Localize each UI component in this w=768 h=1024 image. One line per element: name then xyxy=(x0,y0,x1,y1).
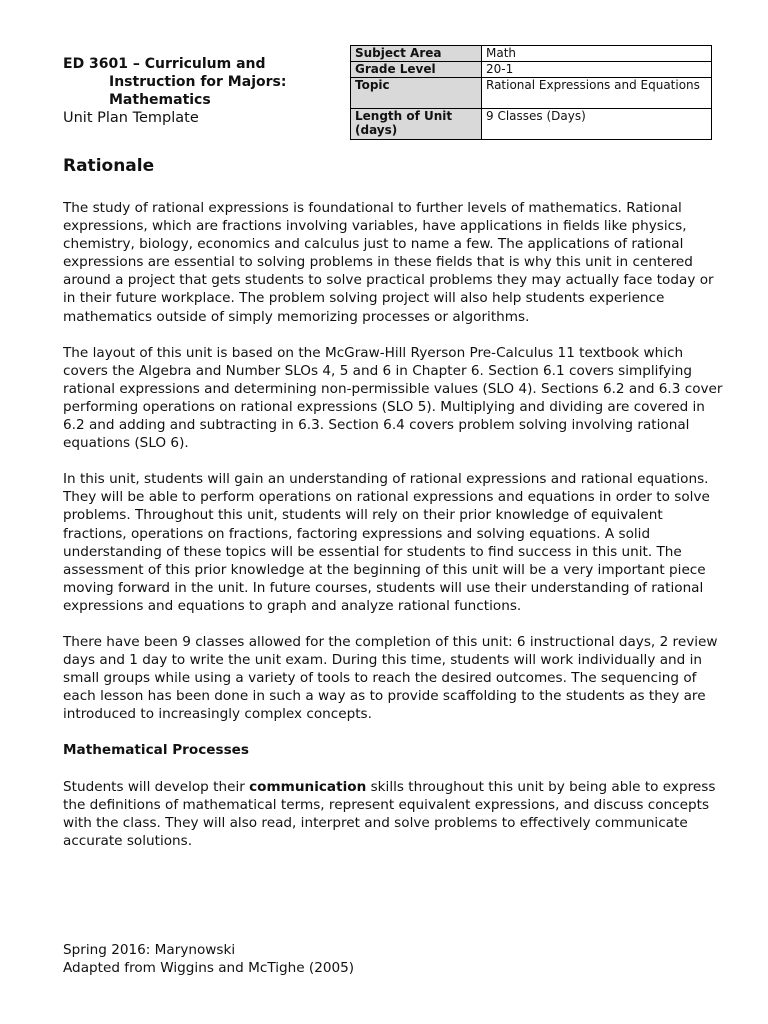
paragraph-communication xyxy=(63,778,723,850)
paragraph-schedule: There have been 9 classes allowed for the completion of this unit: 6 instructional days, 2 review days and 1 day to write the unit exam. During this time, students will work individually and in small groups while using a variety of tools to reach the desired outcomes. The sequencing of each lesson has been done in such a way as to provide scaffolding to the students as they are introduced to increasingly complex concepts. xyxy=(63,633,718,723)
unit-info-table xyxy=(350,45,712,140)
table-row xyxy=(351,46,712,62)
communication-text-before: Students will develop their xyxy=(63,778,250,795)
course-title-line2: Instruction for Majors: xyxy=(109,74,287,90)
footer-line-author: Spring 2016: Marynowski xyxy=(63,942,236,958)
paragraph-layout: The layout of this unit is based on the McGraw-Hill Ryerson Pre-Calculus 11 textbook which covers the Algebra and Number SLOs 4, 5 and 6 in Chapter 6. Section 6.1 covers simplifying rational expressions and determining non-permissible values (SLO 4). Sections 6.2 and 6.3 cover performing operations on rational expressions (SLO 5). Multiplying and dividing are covered in 6.2 and adding and subtracting in 6.3. Section 6.4 covers problem solving involving rational equations (SLO 6). xyxy=(63,344,723,452)
communication-text-after: skills throughout this unit by being able to express the definitions of mathematical terms, represent equivalent expressions, and discuss concepts with the class. They will also read, interpret and solve problems to effectively communicate accurate solutions. xyxy=(63,778,716,849)
length-of-unit-label: Length of Unit (days) xyxy=(351,109,482,140)
rationale-body xyxy=(63,199,723,868)
grade-level-value: 20-1 xyxy=(482,62,712,78)
table-row xyxy=(351,78,712,109)
page-footer xyxy=(63,941,563,977)
course-title-line3: Mathematics xyxy=(109,92,211,108)
course-title xyxy=(63,55,343,127)
section-title: Rationale xyxy=(63,156,155,176)
paragraph-intro: The study of rational expressions is foundational to further levels of mathematics. Rational expressions, which are fractions involving variables, have applications in fields like physics, chemistry, biology, economics and calculus just to name a few. The applications of rational expressions are essential to solving problems in these fields that is why this unit in centered around a project that gets students to solve practical problems they may actually face today or in their future workplace. The problem solving project will also help students experience mathematics outside of simply memorizing processes or algorithms. xyxy=(63,200,714,325)
length-of-unit-value: 9 Classes (Days) xyxy=(482,109,712,140)
topic-value: Rational Expressions and Equations xyxy=(482,78,712,109)
subject-area-label: Subject Area xyxy=(351,46,482,62)
paragraph-understanding: In this unit, students will gain an understanding of rational expressions and rational equations. They will be able to perform operations on rational expressions and equations in order to solve problems. Throughout this unit, students will rely on their prior knowledge of equivalent fractions, operations on fractions, factoring expressions and solving equations. A solid understanding of these topics will be essential for students to find success in this unit. The assessment of this prior knowledge at the beginning of this unit will be a very important piece moving forward in the unit. In future courses, students will use their understanding of rational expressions and equations to graph and analyze rational functions. xyxy=(63,471,710,614)
grade-level-label: Grade Level xyxy=(351,62,482,78)
table-row xyxy=(351,62,712,78)
subheading-mathematical-processes: Mathematical Processes xyxy=(63,742,249,759)
topic-label: Topic xyxy=(351,78,482,109)
unit-plan-template-label: Unit Plan Template xyxy=(63,110,199,126)
table-row xyxy=(351,109,712,140)
communication-keyword: communication xyxy=(249,778,367,795)
footer-line-source: Adapted from Wiggins and McTighe (2005) xyxy=(63,960,355,977)
subject-area-value: Math xyxy=(482,46,712,62)
course-title-line1: ED 3601 – Curriculum and xyxy=(63,56,266,72)
